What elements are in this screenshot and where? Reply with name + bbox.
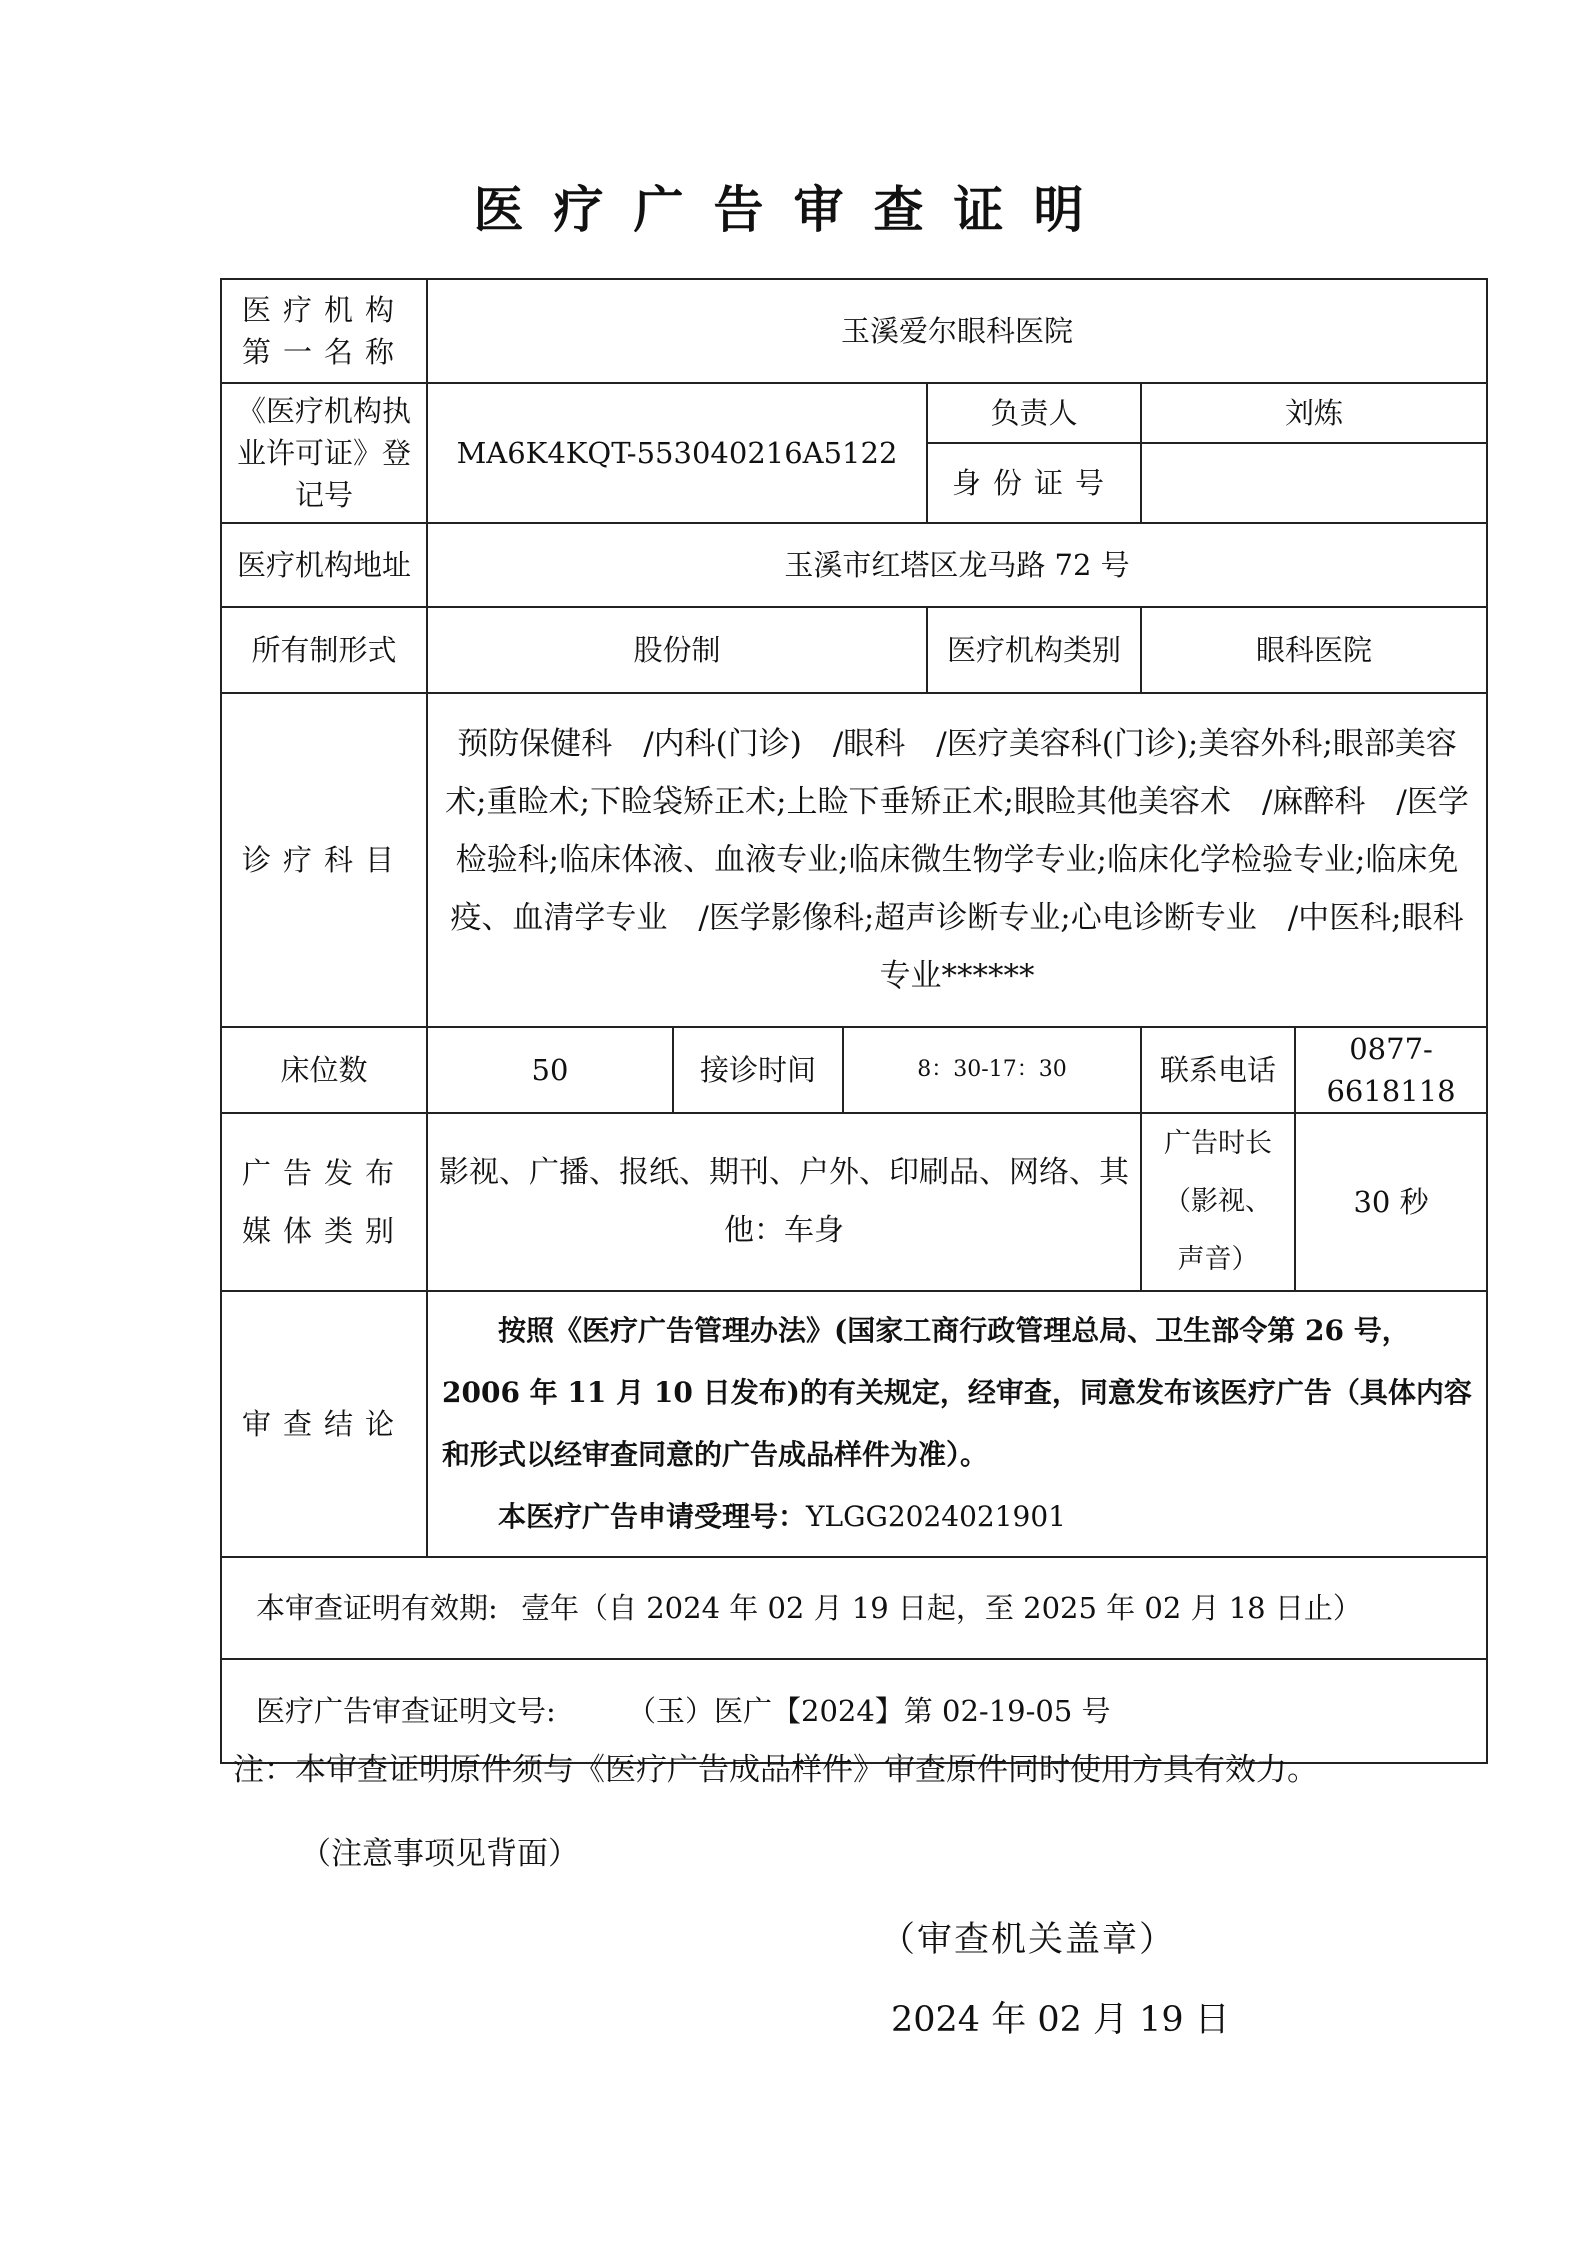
hours-label: 接诊时间 [673,1027,843,1113]
back-note: （注意事项见背面） [300,1836,579,1872]
row-institution-name [221,279,1487,383]
conclusion-value [427,1291,1487,1557]
license-label: 《医疗机构执业许可证》登记号 [221,383,427,523]
address-label: 医疗机构地址 [221,523,427,607]
category-label: 医疗机构类别 [927,607,1141,693]
responsible-name: 刘炼 [1141,383,1487,443]
row-media [221,1113,1487,1291]
institution-name-value: 玉溪爱尔眼科医院 [427,279,1487,383]
cert-number-value: （玉）医广【2024】第 02-19-05 号 [627,1694,1111,1728]
seal-text: （审查机关盖章） [880,1920,1177,1960]
validity-cell [221,1557,1487,1659]
certificate-table [220,278,1488,1764]
beds-value: 50 [427,1027,673,1113]
application-number: YLGG2024021901 [806,1500,1066,1533]
id-number-value [1141,443,1487,523]
category-value: 眼科医院 [1141,607,1487,693]
duration-value: 30 秒 [1295,1113,1487,1291]
row-ownership [221,607,1487,693]
duration-label: 广告时长（影视、声音） [1141,1113,1295,1291]
conclusion-text: 按照《医疗广告管理办法》(国家工商行政管理总局、卫生部令第 26 号，2006 年 11 月 10 日发布)的有关规定，经审查，同意发布该医疗广告（具体内容和形式以经审查同意的广告成品样件为准）。 [442,1314,1472,1471]
row-address [221,523,1487,607]
departments-label: 诊疗科目 [221,693,427,1027]
validity-note: 注：本审查证明原件须与《医疗广告成品样件》审查原件同时使用方具有效力。 [233,1752,1318,1788]
validity-value: 壹年（自 2024 年 02 月 19 日起，至 2025 年 02 月 18 日止） [521,1591,1362,1625]
cert-number-label: 医疗广告审查证明文号: [256,1694,556,1728]
application-line [442,1486,1472,1548]
conclusion-label: 审查结论 [221,1291,427,1557]
ownership-label: 所有制形式 [221,607,427,693]
address-value: 玉溪市红塔区龙马路 72 号 [427,523,1487,607]
row-conclusion [221,1291,1487,1557]
license-number: MA6K4KQT-553040216A5122 [427,383,927,523]
id-number-label: 身份证号 [927,443,1141,523]
application-label: 本医疗广告申请受理号： [498,1500,807,1533]
institution-name-label: 医疗机构 第一名称 [221,279,427,383]
phone-label: 联系电话 [1141,1027,1295,1113]
media-value: 影视、广播、报纸、期刊、户外、印刷品、网络、其他：车身 [427,1113,1141,1291]
row-departments [221,693,1487,1027]
issue-date: 2024 年 02 月 19 日 [891,2000,1230,2040]
departments-value: 预防保健科 /内科(门诊) /眼科 /医疗美容科(门诊);美容外科;眼部美容术;重睑术;下睑袋矫正术;上睑下垂矫正术;眼睑其他美容术 /麻醉科 /医学检验科;临床体液、血液专业;临床微生物学专业;临床化学检验专业;临床免疫、血清学专业 /医学影像科;超声诊断专业;心电诊断专业 /中医科;眼科专业****** [427,693,1487,1027]
phone-value: 0877-6618118 [1295,1027,1487,1113]
beds-label: 床位数 [221,1027,427,1113]
row-beds-hours-phone [221,1027,1487,1113]
document-title: 医疗广告审查证明 [473,180,1114,239]
ownership-value: 股份制 [427,607,927,693]
media-label: 广告发布 媒体类别 [221,1113,427,1291]
responsible-label: 负责人 [927,383,1141,443]
hours-value: 8：30-17：30 [843,1027,1141,1113]
row-validity [221,1557,1487,1659]
row-license [221,383,1487,443]
validity-label: 本审查证明有效期: [256,1591,498,1625]
